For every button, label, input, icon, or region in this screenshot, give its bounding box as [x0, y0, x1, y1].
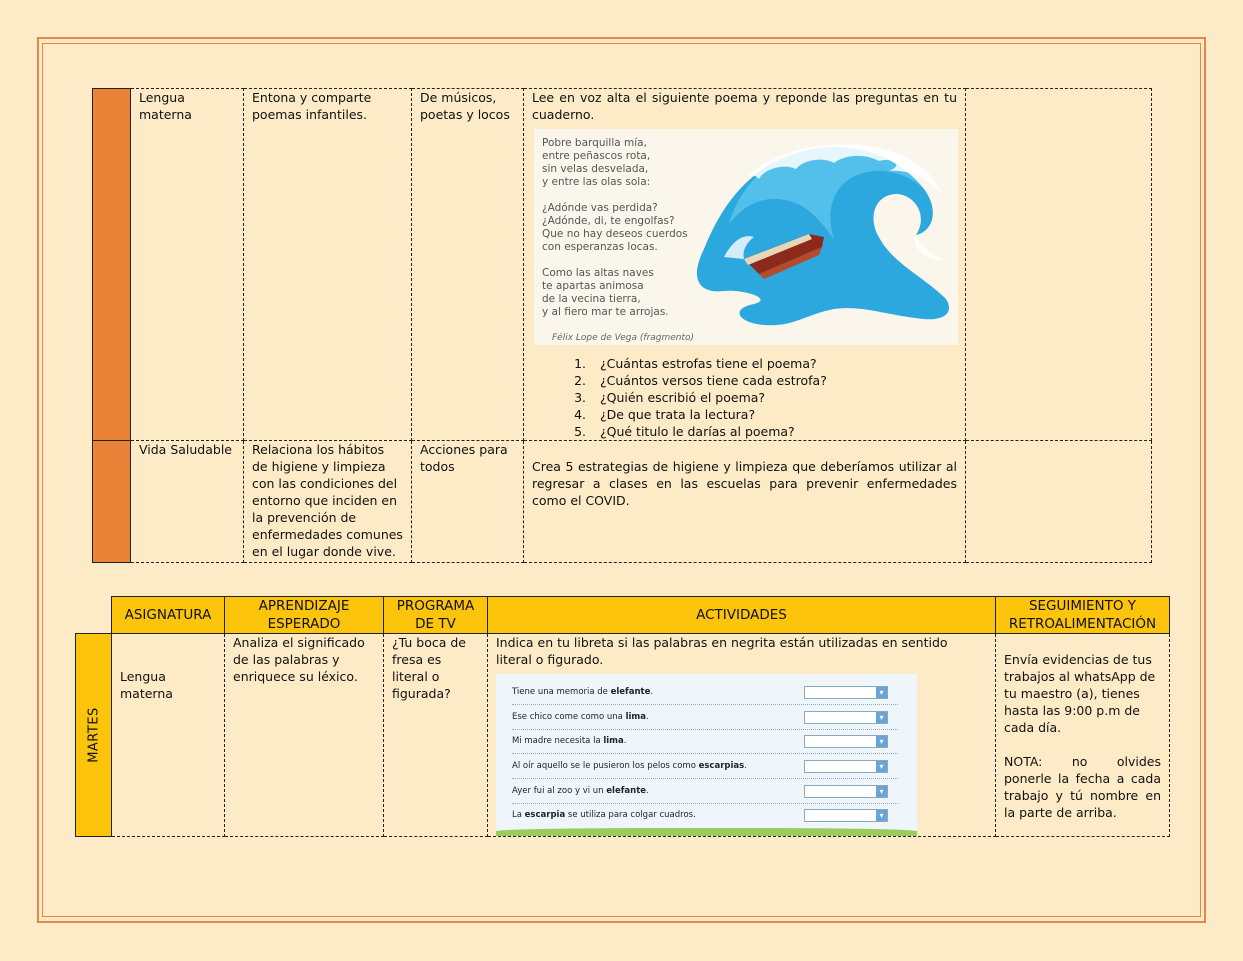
- side-bar: [93, 89, 131, 441]
- expected-cell: [244, 441, 412, 563]
- table-row: [93, 441, 1152, 563]
- quiz-row: Al oír aquello se le pusieron los pelos como escarpias. ▾: [512, 754, 898, 779]
- quiz-select[interactable]: [804, 735, 888, 748]
- quiz-row: La escarpia se utiliza para colgar cuadros. ▾: [512, 803, 898, 827]
- chevron-down-icon: ▾: [876, 810, 887, 821]
- header-row: [76, 597, 1170, 634]
- activity-cell: [488, 634, 996, 837]
- chevron-down-icon: ▾: [876, 712, 887, 723]
- chevron-down-icon: ▾: [876, 786, 887, 797]
- poem-image: [534, 129, 958, 345]
- quiz-row: Mi madre necesita la lima. ▾: [512, 729, 898, 754]
- schedule-table-bottom: [75, 596, 1170, 837]
- chevron-down-icon: ▾: [876, 687, 887, 698]
- quiz-image: [496, 674, 917, 836]
- followup-cell: [996, 634, 1170, 837]
- quiz-select[interactable]: [804, 785, 888, 798]
- header-expected: APRENDIZAJE ESPERADO: [225, 597, 384, 634]
- subject-text: Lengua materna: [120, 669, 173, 701]
- expected-cell: [244, 89, 412, 441]
- program-cell: [384, 634, 488, 837]
- quiz-select[interactable]: [804, 711, 888, 724]
- quiz-row: Ayer fui al zoo y vi un elefante. ▾: [512, 779, 898, 804]
- chevron-down-icon: ▾: [876, 761, 887, 772]
- subject-cell: [112, 634, 225, 837]
- subject-text: Lengua materna: [139, 90, 192, 122]
- quiz-row: Ese chico come como una lima. ▾: [512, 705, 898, 730]
- quiz-select[interactable]: [804, 760, 888, 773]
- subject-cell: [131, 441, 244, 563]
- list-item: 2. ¿Cuántos versos tiene cada estrofa?: [590, 372, 957, 389]
- day-label-cell: [76, 634, 112, 837]
- grass-strip: [496, 828, 917, 836]
- list-item: 5. ¿Qué titulo le darías al poema?: [590, 423, 957, 440]
- program-text: Acciones para todos: [420, 442, 508, 474]
- activity-intro: Lee en voz alta el siguiente poema y reponde las preguntas en tu cuaderno.: [532, 90, 957, 122]
- list-item: 4. ¿De que trata la lectura?: [590, 406, 957, 423]
- expected-text: Relaciona los hábitos de higiene y limpieza con las condiciones del entorno que inciden en la prevención de enfermedades comunes en el lugar donde vive.: [252, 442, 403, 559]
- followup-text: Envía evidencias de tus trabajos al whatsApp de tu maestro (a), tienes hasta las 9:00 p.m de cada día.: [1004, 652, 1156, 735]
- expected-text: Entona y comparte poemas infantiles.: [252, 90, 372, 122]
- followup-note: NOTA: no olvides ponerle la fecha a cada trabajo y tú nombre en la parte de arriba.: [1004, 754, 1161, 820]
- table-row: [76, 634, 1170, 837]
- table-row: [93, 89, 1152, 441]
- header-blank: [76, 597, 112, 634]
- quiz-select[interactable]: [804, 686, 888, 699]
- followup-cell: [966, 441, 1152, 563]
- program-text: ¿Tu boca de fresa es literal o figurada?: [392, 635, 466, 701]
- header-followup: SEGUIMIENTO Y RETROALIMENTACIÓN: [996, 597, 1170, 634]
- activity-intro: Indica en tu libreta si las palabras en negrita están utilizadas en sentido literal o figurado.: [496, 635, 948, 667]
- wave-boat-illustration: [684, 139, 956, 339]
- activity-text: Crea 5 estrategias de higiene y limpieza que deberíamos utilizar al regresar a clases en las escuelas para prevenir enfermedades como el COVID.: [532, 459, 957, 508]
- subject-text: Vida Saludable: [139, 442, 232, 457]
- list-item: 3. ¿Quién escribió el poema?: [590, 389, 957, 406]
- expected-cell: [225, 634, 384, 837]
- quiz-select[interactable]: [804, 809, 888, 822]
- poem-text: Pobre barquilla mía, entre peñascos rota, sin velas desvelada, y entre las olas sola: ¿Adónde vas perdida? ¿Adónde, di, te engolfas? Que no hay deseos cuerdos con esperanzas locas. Como las altas naves te apartas animosa de la vecina tierra, y al fiero mar te arrojas. Félix Lope de Vega (fragmento): [542, 137, 695, 343]
- followup-cell: [966, 89, 1152, 441]
- expected-text: Analiza el significado de las palabras y enriquece su léxico.: [233, 635, 365, 684]
- program-cell: [412, 441, 524, 563]
- quiz-row: Tiene una memoria de elefante. ▾: [512, 680, 898, 705]
- poem-author: Félix Lope de Vega (fragmento): [552, 333, 695, 343]
- header-activities: ACTIVIDADES: [488, 597, 996, 634]
- program-text: De músicos, poetas y locos: [420, 90, 510, 122]
- side-bar: [93, 441, 131, 563]
- day-label: MARTES: [86, 707, 101, 763]
- activity-cell: [524, 89, 966, 441]
- schedule-table-top: [92, 88, 1152, 563]
- questions-list: [532, 355, 957, 440]
- header-program: PROGRAMA DE TV: [384, 597, 488, 634]
- program-cell: [412, 89, 524, 441]
- list-item: 1. ¿Cuántas estrofas tiene el poema?: [590, 355, 957, 372]
- subject-cell: [131, 89, 244, 441]
- header-subject: ASIGNATURA: [112, 597, 225, 634]
- chevron-down-icon: ▾: [876, 736, 887, 747]
- activity-cell: [524, 441, 966, 563]
